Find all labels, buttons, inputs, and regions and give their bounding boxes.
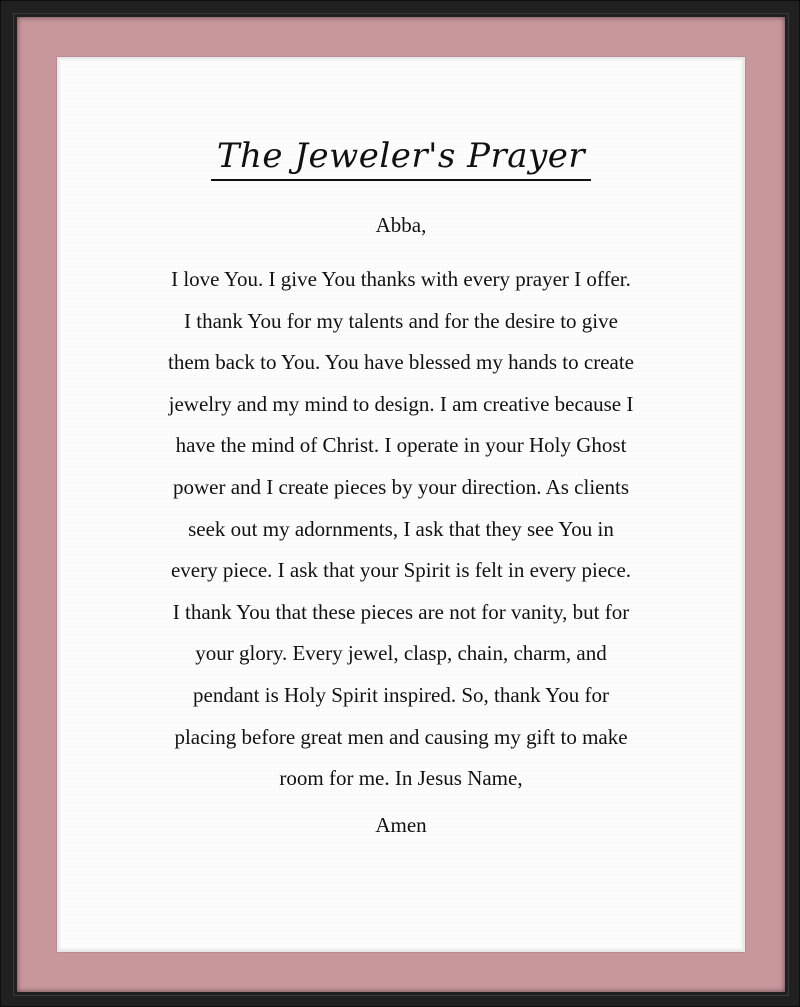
prayer-body: [121, 259, 681, 800]
closing-amen: Amen: [375, 813, 427, 837]
body-line: have the mind of Christ. I operate in your Holy Ghost: [175, 433, 627, 458]
body-line: I thank You for my talents and for the desire to give: [184, 308, 618, 333]
body-line: placing before great men and causing my gift to make: [174, 724, 628, 749]
body-line: every piece. I ask that your Spirit is felt in every piece.: [170, 558, 632, 583]
prayer-title: The Jeweler's Prayer: [211, 135, 591, 181]
body-line: your glory. Every jewel, clasp, chain, charm, and: [195, 641, 607, 666]
body-line: jewelry and my mind to design. I am creative because I: [168, 391, 634, 416]
body-line: power and I create pieces by your direction. As clients: [172, 474, 629, 499]
salutation: Abba,: [375, 213, 427, 237]
body-line: pendant is Holy Spirit inspired. So, thank You for: [193, 682, 609, 707]
body-line: seek out my adornments, I ask that they see You in: [188, 516, 614, 541]
prayer-paper: [61, 61, 741, 948]
body-line: I love You. I give You thanks with every prayer I offer.: [171, 267, 631, 291]
body-line: I thank You that these pieces are not for vanity, but for: [172, 599, 630, 624]
body-line: them back to You. You have blessed my hands to create: [167, 350, 635, 375]
title-block: [61, 135, 741, 181]
body-line: room for me. In Jesus Name,: [279, 766, 523, 791]
